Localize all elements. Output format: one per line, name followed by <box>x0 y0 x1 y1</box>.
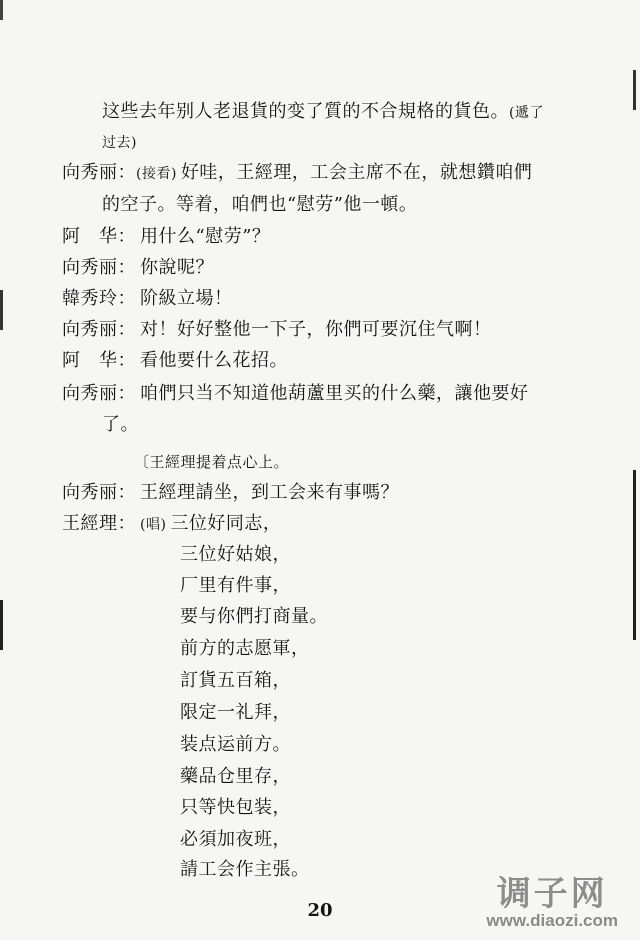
speaker-name: 韓秀玲： <box>62 288 136 309</box>
song-lyric: 装点运前方。 <box>180 734 291 755</box>
dialogue-line <box>62 513 281 536</box>
speaker-name: 王經理： <box>62 513 136 534</box>
dialogue-text: 阶級立場！ <box>140 288 233 309</box>
dialogue-line <box>62 482 399 504</box>
dialogue-line <box>102 194 417 216</box>
song-lyric: 要与你們打商量。 <box>180 606 328 627</box>
dialogue-text: 好哇，王經理，工会主席不在，就想鑽咱們 <box>180 162 533 183</box>
dialogue-line <box>62 288 233 310</box>
dialogue-text: 的空子。等着，咱們也“慰劳”他一頓。 <box>102 194 418 215</box>
speaker-name: 向秀丽： <box>62 319 136 340</box>
dialogue-text: 对！好好整他一下子，你們可要沉住气啊！ <box>140 319 492 340</box>
speaker-name: 向秀丽： <box>62 162 136 183</box>
dialogue-line <box>62 257 214 279</box>
stage-direction-text: 〔王經理提着点心上。 <box>134 453 290 471</box>
dialogue-line <box>102 101 544 124</box>
dialogue-text: 看他要什么花招。 <box>140 350 288 371</box>
speaker-name: 向秀丽： <box>62 257 136 278</box>
dialogue-line <box>62 383 529 405</box>
song-lyric: 訂貨五百箱， <box>180 670 291 691</box>
song-lyric: 三位好姑娘， <box>180 544 291 565</box>
dialogue-line <box>62 226 270 248</box>
dialogue-line <box>102 414 139 436</box>
speaker-name: 阿 华： <box>62 350 136 371</box>
site-watermark <box>486 866 618 931</box>
song-lyric: 三位好同志， <box>170 513 282 534</box>
dialogue-line <box>62 162 532 185</box>
song-lyric: 限定一礼拜， <box>180 702 291 723</box>
page-number: 20 <box>307 900 333 921</box>
dialogue-text: 你說呢？ <box>140 257 214 278</box>
dialogue-text: 王經理請坐，到工会来有事嗎？ <box>140 482 399 503</box>
dialogue-text: 了。 <box>102 414 139 435</box>
speaker-name: 向秀丽： <box>62 383 136 404</box>
stage-direction: (接看) <box>136 166 177 182</box>
song-lyric: 藥品仓里存， <box>180 766 291 787</box>
song-lyric: 前方的志愿軍， <box>180 638 310 659</box>
stage-direction: 过去) <box>102 135 137 151</box>
dialogue-line <box>62 350 288 372</box>
scan-edge-right <box>633 40 636 880</box>
stage-direction <box>134 451 289 473</box>
dialogue-text: 咱們只当不知道他葫蘆里买的什么藥，讓他要好 <box>140 383 529 404</box>
dialogue-text: 用什么“慰劳”？ <box>140 226 271 247</box>
song-lyric: 只等快包装， <box>180 797 291 818</box>
watermark-url: www.diaozi.com <box>486 911 618 930</box>
dialogue-line <box>102 131 137 154</box>
dialogue-line <box>62 319 492 341</box>
song-lyric: 厂里有件事， <box>180 575 291 596</box>
speaker-name: 阿 华： <box>62 226 136 247</box>
song-lyric: 請工会作主張。 <box>180 859 310 880</box>
song-lyric: 必須加夜班， <box>180 829 291 850</box>
stage-direction: (遞了 <box>509 105 544 121</box>
watermark-title: 调子网 <box>496 874 608 914</box>
scan-edge-left <box>0 0 3 940</box>
dialogue-text: 这些去年别人老退貨的变了質的不合規格的貨色。 <box>102 101 509 122</box>
speaker-name: 向秀丽： <box>62 482 136 503</box>
stage-direction: (唱) <box>140 517 167 533</box>
